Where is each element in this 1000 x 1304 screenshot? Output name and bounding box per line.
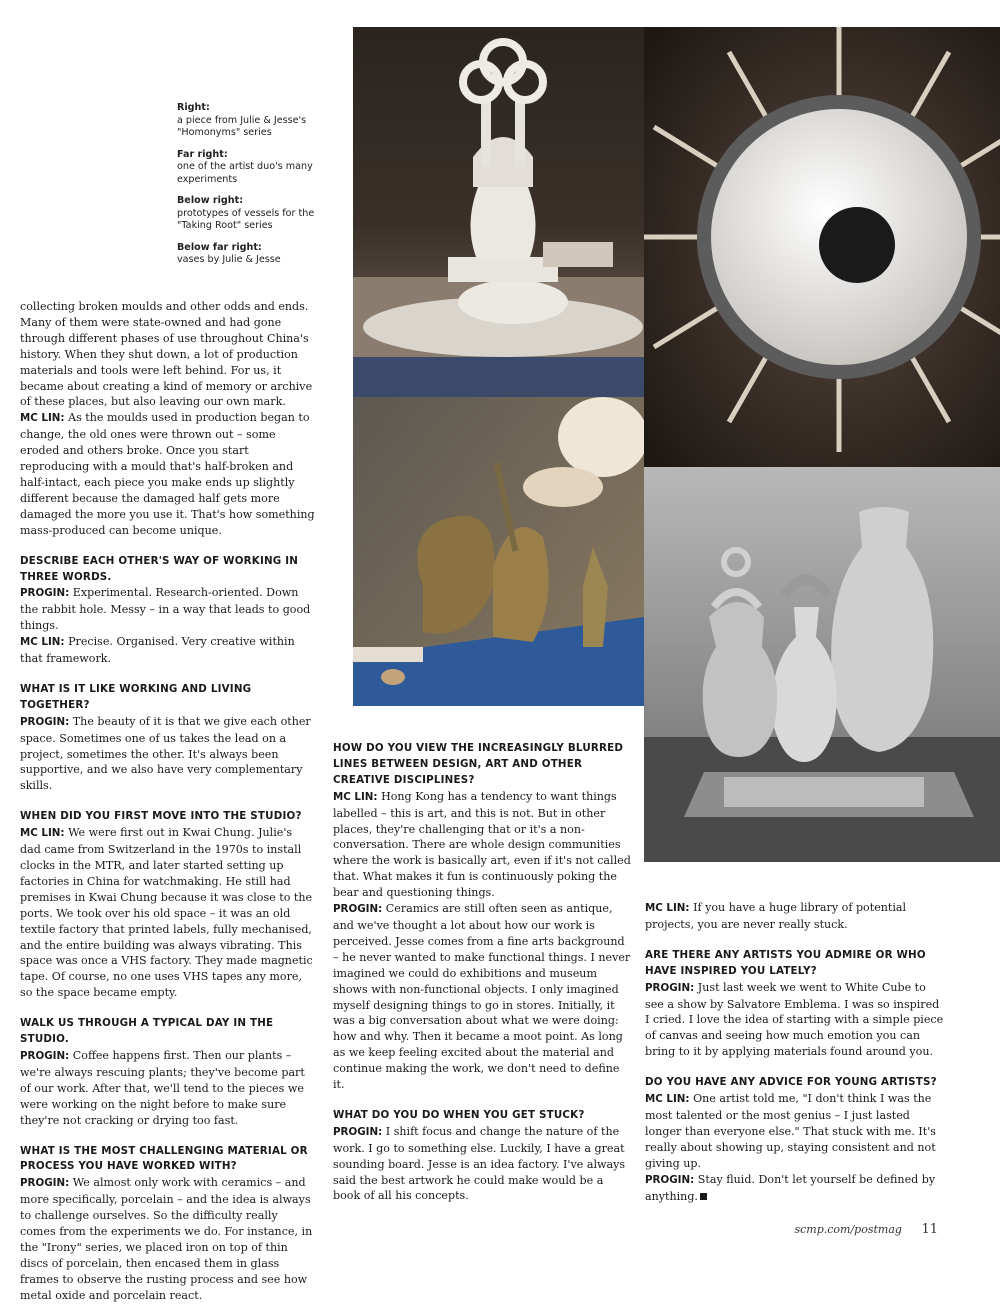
speaker-label: PROGIN:	[20, 715, 70, 728]
paragraph	[333, 1124, 631, 1205]
caption-text: vases by Julie & Jesse	[177, 254, 281, 265]
paragraph	[20, 714, 316, 795]
paragraph	[333, 789, 631, 901]
speaker-label: MC LIN:	[20, 636, 65, 649]
caption-text: prototypes of vessels for the "Taking Root" series	[177, 207, 315, 231]
answer-text: Precise. Organised. Very creative within that framework.	[20, 635, 295, 666]
answer-text: Just last week we went to White Cube to see a show by Salvatore Emblema. I was so inspired I cried. I love the idea of starting with a simple piece of canvas and seeing how much emotion you can bring to it by applying materials found around you.	[645, 980, 944, 1059]
caption-text: one of the artist duo's many experiments	[177, 161, 313, 185]
article-column-2	[333, 741, 631, 1204]
caption-label: Below far right:	[177, 241, 262, 253]
speaker-label: PROGIN:	[20, 587, 70, 600]
paragraph	[20, 585, 316, 634]
caption-label: Below right:	[177, 195, 244, 206]
answer-text: Experimental. Research-oriented. Down the rabbit hole. Messy – in a way that leads to good things.	[20, 586, 311, 633]
article-column-3	[645, 900, 945, 1204]
caption-right	[177, 102, 327, 140]
answer-text: Ceramics are still often seen as antique, and we've thought a lot about how our work is perceived. Jesse comes from a fine arts background – he never wanted to make functional things. I never imagined we could do exhibitions and museum shows with non-functional objects. I only imagined myself designing things to go in stores. Initially, it was a big conversation about what we were doing: how and why. Then it became a moot point. As long as we keep feeling excited about the material and continue making the work, we don't need to define it.	[333, 902, 631, 1092]
caption-below-right	[177, 195, 327, 233]
caption-far-right	[177, 149, 327, 187]
paragraph	[20, 634, 316, 667]
paragraph	[645, 1091, 945, 1172]
answer-text: The beauty of it is that we give each other space. Sometimes one of us takes the lead on a project, sometimes the other. It's always been supportive, and we also have very complementary skills.	[20, 714, 311, 793]
speaker-label: MC LIN:	[20, 412, 65, 425]
question-heading: WHAT IS IT LIKE WORKING AND LIVING TOGETHER?	[20, 682, 252, 711]
caption-label: Right:	[177, 102, 210, 113]
question-heading: WALK US THROUGH A TYPICAL DAY IN THE STUDIO.	[20, 1017, 274, 1046]
question-heading: WHAT IS THE MOST CHALLENGING MATERIAL OR PROCESS YOU HAVE WORKED WITH?	[20, 1144, 308, 1173]
question-heading: HOW DO YOU VIEW THE INCREASINGLY BLURRED LINES BETWEEN DESIGN, ART AND OTHER CREATIVE DISCIPLINES?	[333, 742, 624, 786]
page-footer	[794, 1222, 938, 1237]
answer-text: Stay fluid. Don't let yourself be defined by anything.	[645, 1172, 936, 1203]
footer-url: scmp.com/postmag	[794, 1223, 902, 1236]
paragraph	[20, 825, 316, 1001]
end-mark-icon	[700, 1193, 707, 1200]
caption-label: Far right:	[177, 148, 228, 160]
answer-text: We almost only work with ceramics – and more specifically, porcelain – and the idea is always to challenge ourselves. So the difficulty really comes from the experiments we do. For instance, in the "Irony" series, we placed iron on top of thin discs of porcelain, then encased them in glass frames to observe the rusting process and see how metal oxide and porcelain react.	[20, 1176, 313, 1302]
paragraph	[20, 1048, 316, 1129]
answer-text: Coffee happens first. Then our plants – we're always rescuing plants; they've become part of our work. After that, we'll tend to the pieces we were working on the night before to make sure they're not cracking or drying too fast.	[20, 1048, 305, 1127]
speaker-label: MC LIN:	[645, 1093, 690, 1106]
paragraph	[333, 901, 631, 1093]
caption-below-far-right	[177, 242, 327, 267]
paragraph	[20, 1175, 316, 1303]
paragraph	[645, 1172, 945, 1205]
photo-homonyms-sculpture	[353, 27, 644, 357]
answer-text: I shift focus and change the nature of the work. I go to something else. Luckily, I have a great sounding board. Jesse is an idea factory. I've always said the best artwork he could make would be a book of all his concepts.	[333, 1124, 626, 1203]
speaker-label: PROGIN:	[20, 1177, 70, 1190]
photo-radial-experiment	[644, 27, 1000, 467]
question-heading: DESCRIBE EACH OTHER'S WAY OF WORKING IN THREE WORDS.	[20, 554, 299, 583]
speaker-label: PROGIN:	[20, 1049, 70, 1062]
question-heading: DO YOU HAVE ANY ADVICE FOR YOUNG ARTISTS?	[645, 1076, 937, 1089]
paragraph	[20, 410, 316, 538]
question-heading: WHEN DID YOU FIRST MOVE INTO THE STUDIO?	[20, 810, 302, 823]
answer-text: As the moulds used in production began to change, the old ones were thrown out – some eroded and others broke. Once you start reproducing with a mould that's half-broken and half-intact, each piece you make ends up slightly different because the damaged half gets more damaged the more you use it. That's how something mass-produced can become unique.	[20, 411, 315, 537]
paragraph	[645, 980, 945, 1061]
answer-text: One artist told me, "I don't think I was the most talented or the most genius – I just lasted longer than everyone else." That stuck with me. It's really about showing up, staying consistent and not giving up.	[645, 1092, 936, 1170]
speaker-label: PROGIN:	[645, 1173, 695, 1186]
answer-text: We were first out in Kwai Chung. Julie's dad came from Switzerland in the 1970s to install clocks in the MTR, and later started setting up factories in China for watchmaking. He still had premises in Kwai Chung because it was close to the ports. We took over his old space – it was an old textile factory that printed labels, fully mechanised, and the entire building was always vibrating. This space was once a VHS factory. They made magnetic tape. Of course, no one uses VHS tapes any more, so the space became empty.	[20, 826, 313, 1000]
question-heading: ARE THERE ANY ARTISTS YOU ADMIRE OR WHO HAVE INSPIRED YOU LATELY?	[645, 948, 926, 977]
question-heading: WHAT DO YOU DO WHEN YOU GET STUCK?	[333, 1108, 585, 1121]
speaker-label: PROGIN:	[333, 903, 383, 916]
paragraph	[645, 900, 945, 933]
photo-vases	[644, 467, 1000, 862]
article-column-1	[20, 299, 316, 1304]
page-number: 11	[921, 1222, 938, 1237]
speaker-label: PROGIN:	[645, 981, 695, 994]
answer-text: If you have a huge library of potential projects, you are never really stuck.	[645, 901, 907, 931]
photo-captions	[177, 102, 327, 276]
speaker-label: PROGIN:	[333, 1125, 383, 1138]
speaker-label: MC LIN:	[645, 902, 690, 914]
paragraph: collecting broken moulds and other odds and ends. Many of them were state-owned and had gone through different phases of use throughout China's history. When they shut down, a lot of production materials and tools were left behind. For us, it became about creating a kind of memory or archive of these places, but also leaving our own mark.	[20, 300, 313, 409]
caption-text: a piece from Julie & Jesse's "Homonyms" series	[177, 114, 307, 138]
speaker-label: MC LIN:	[333, 790, 378, 803]
answer-text: Hong Kong has a tendency to want things labelled – this is art, and this is not. But in other places, they're challenging that or it's a non-conversation. There are whole design communities where the work is basically art, even if it's not called that. What makes it fun is continuously poking the bear and questioning things.	[333, 789, 631, 900]
speaker-label: MC LIN:	[20, 827, 65, 840]
photo-taking-root-prototypes	[353, 357, 644, 706]
